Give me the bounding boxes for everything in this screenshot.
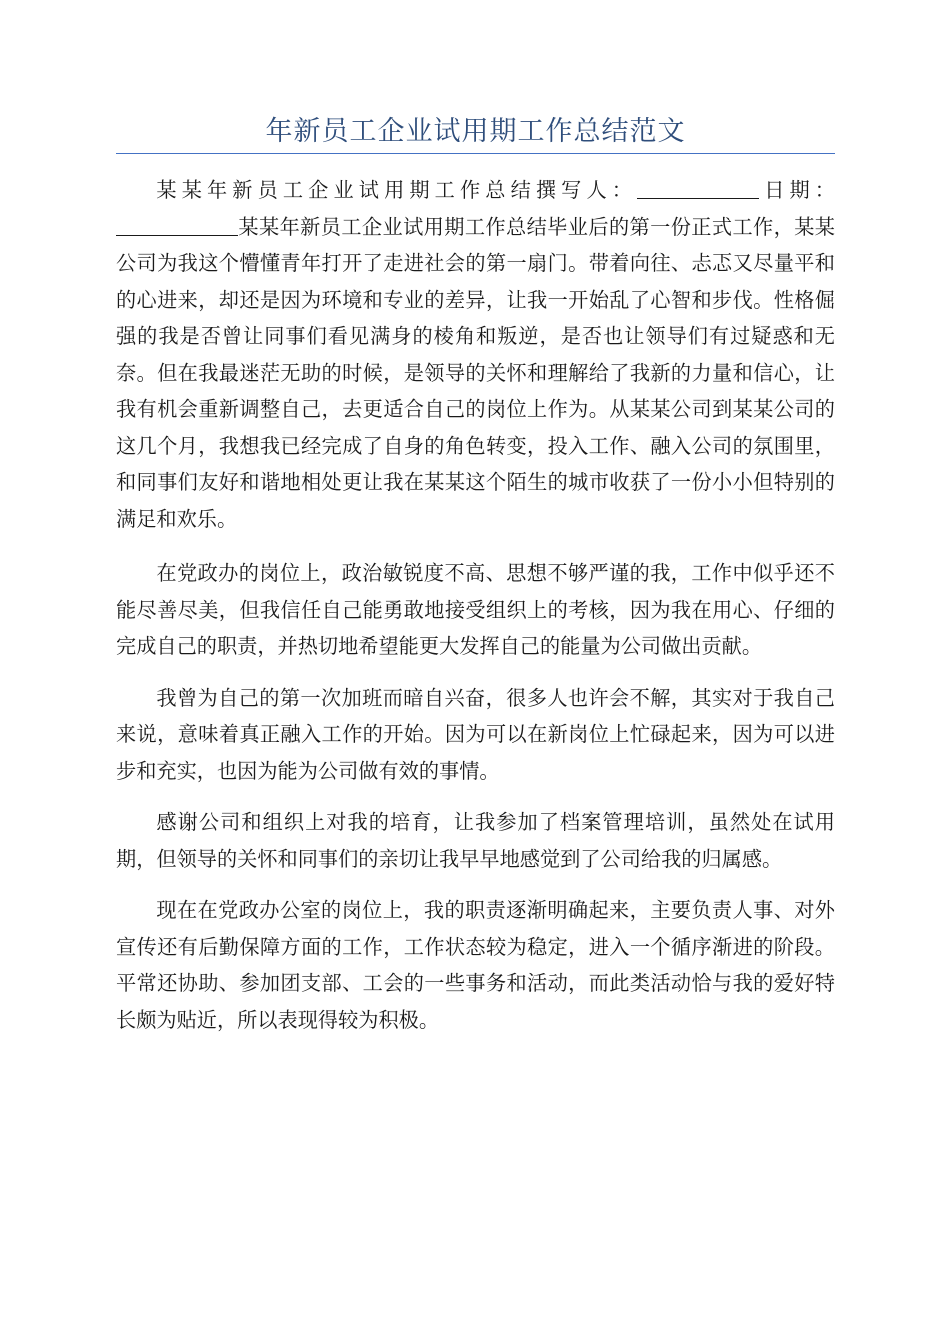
paragraph: 在党政办的岗位上，政治敏锐度不高、思想不够严谨的我，工作中似乎还不能尽善尽美，但我信任自己能勇敢地接受组织上的考核，因为我在用心、仔细的完成自己的职责，并热切地希望能更大发挥自己的能量为公司做出贡献。 xyxy=(116,561,835,658)
document-title: 年新员工企业试用期工作总结范文 xyxy=(265,116,686,147)
paragraph: 现在在党政办公室的岗位上，我的职责逐渐明确起来，主要负责人事、对外宣传还有后勤保障方面的工作，工作状态较为稳定，进入一个循序渐进的阶段。平常还协助、参加团支部、工会的一些事务和活动，而此类活动恰与我的爱好特长颇为贴近，所以表现得较为积极。 xyxy=(116,898,835,1032)
paragraph: 感谢公司和组织上对我的培育，让我参加了档案管理培训，虽然处在试用期，但领导的关怀和同事们的亲切让我早早地感觉到了公司给我的归属感。 xyxy=(116,810,835,871)
document-page xyxy=(116,0,835,1053)
date-label: 日期： xyxy=(759,178,835,202)
title-underline xyxy=(116,153,835,154)
author-blank xyxy=(637,177,759,199)
intro-text: 某某年新员工企业试用期工作总结毕业后的第一份正式工作，某某公司为我这个懵懂青年打开了走进社会的第一扇门。带着向往、忐忑又尽量平和的心进来，却还是因为环境和专业的差异，让我一开始乱了心智和步伐。性格倔强的我是否曾让同事们看见满身的棱角和叛逆，是否也让领导们有过疑惑和无奈。但在我最迷茫无助的时候，是领导的关怀和理解给了我新的力量和信心，让我有机会重新调整自己，去更适合自己的岗位上作为。从某某公司到某某公司的这几个月，我想我已经完成了自身的角色转变，投入工作、融入公司的氛围里，和同事们友好和谐地相处更让我在某某这个陌生的城市收获了一份小小但特别的满足和欢乐。 xyxy=(116,214,835,531)
author-label: 某某年新员工企业试用期工作总结撰写人： xyxy=(156,178,638,202)
paragraph: 我曾为自己的第一次加班而暗自兴奋，很多人也许会不解，其实对于我自己来说，意味着真正融入工作的开始。因为可以在新岗位上忙碌起来，因为可以进步和充实，也因为能为公司做有效的事情。 xyxy=(116,685,835,783)
date-blank xyxy=(116,213,238,235)
paragraph-intro xyxy=(116,172,835,537)
document-body xyxy=(116,172,835,1038)
